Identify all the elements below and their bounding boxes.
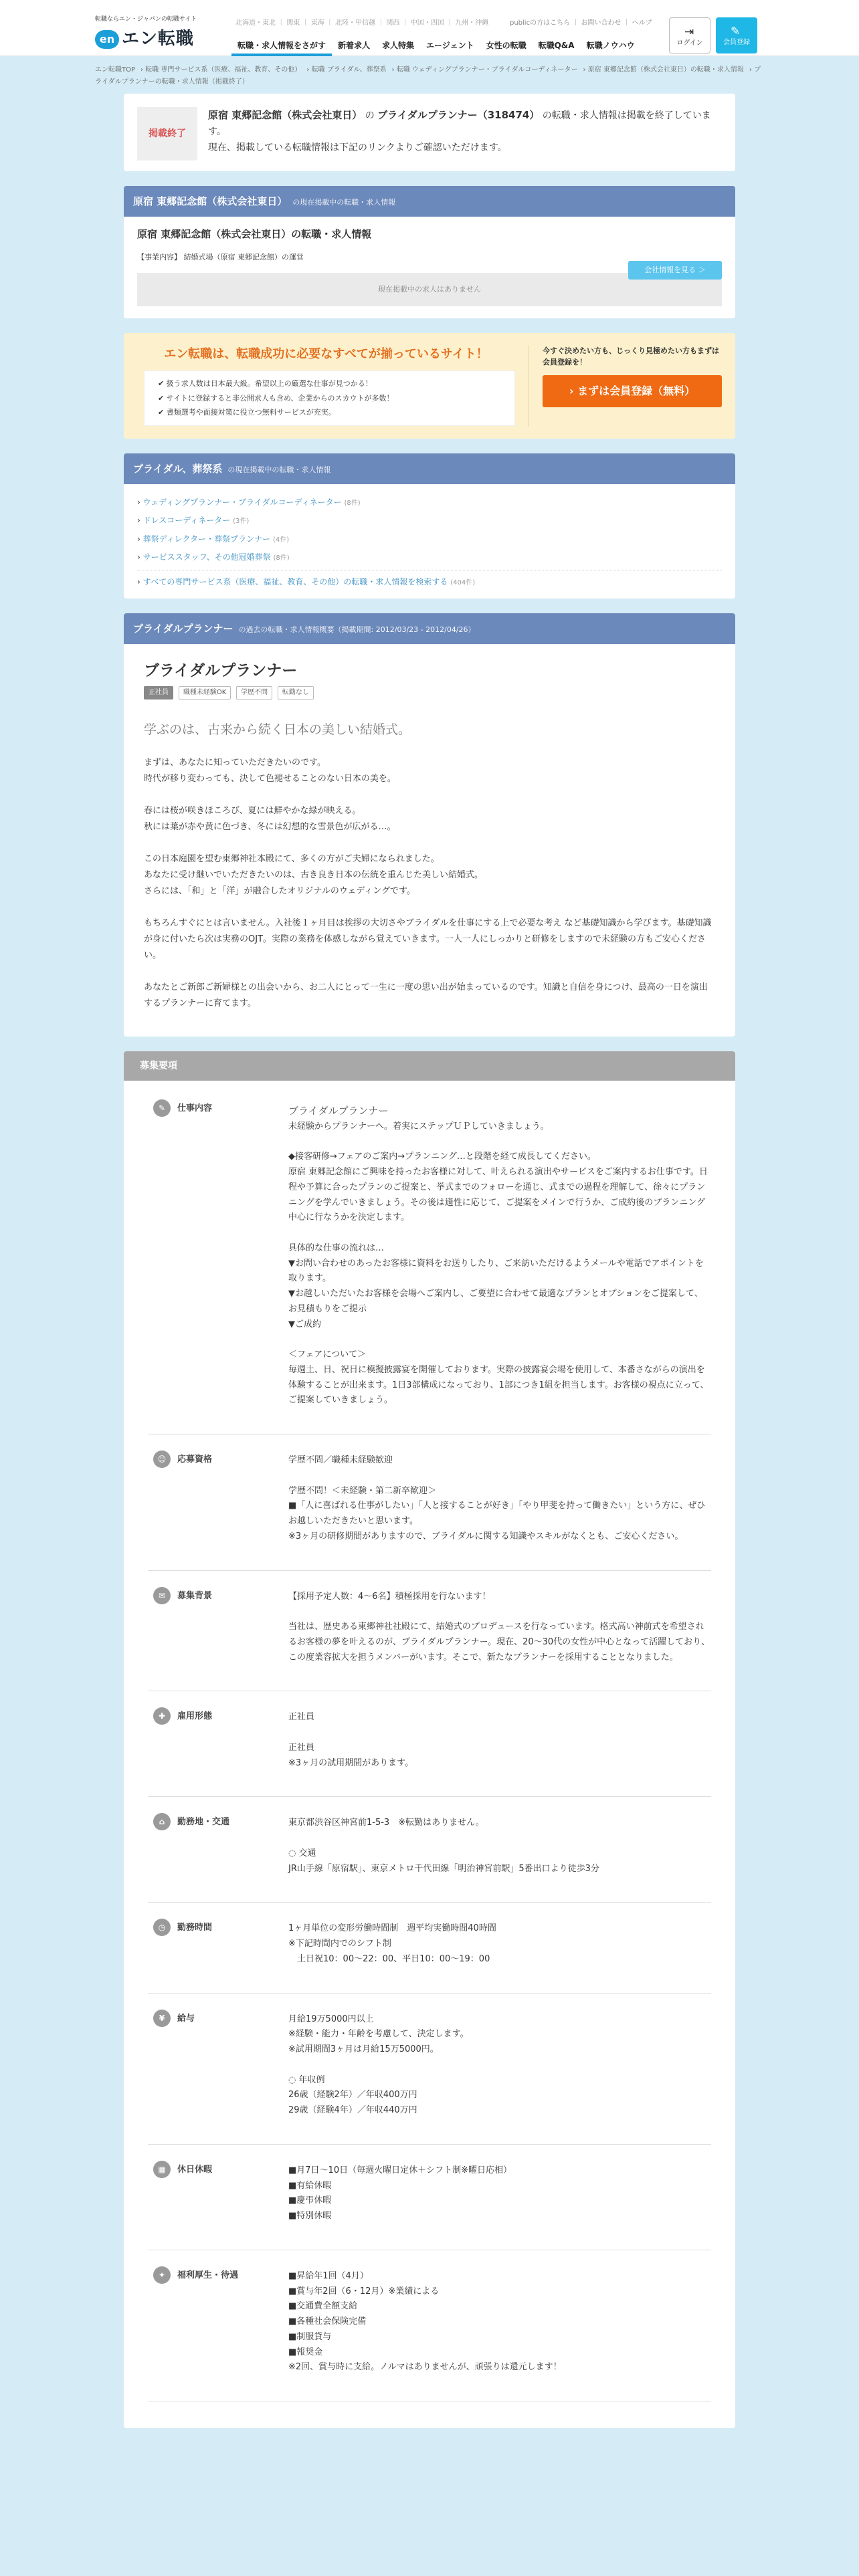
nav-search-jobs[interactable]: 転職・求人情報をさがす (231, 37, 332, 56)
job-summary-header (124, 613, 735, 644)
category-item[interactable]: › ドレスコーディネーター (3件) (137, 516, 250, 526)
id-card-icon: ✚ (153, 1707, 171, 1725)
requirement-label-text: 休日休暇 (177, 2164, 213, 2175)
ended-connector: の (365, 110, 375, 121)
requirement-text: 【採用予定人数：4～6名】積極採用を行ないます！ 当社は、歴史ある東郷神社社殿にて、結婚式のプロデュースを行なっています。格式高い神前式を希望されるお客様の夢を叶えるのが、ブライダルプランナー。現在、20～30代の女性が中心となって活躍しており、この度業容拡大を担うメンバーがいます。そこで、新たなプランナーを採用することとなりました。 (288, 1591, 710, 1662)
promo-item: ✔ サイトに登録すると非公開求人も含め、企業からのスカウトが多数！ (158, 393, 394, 403)
requirement-label (148, 2012, 288, 2119)
signup-promo (124, 333, 735, 439)
requirement-text: 月給19万5000円以上 ※経験・能力・年齢を考慮して、決定します。 ※試用期間3ヶ月は月給15万5000円。 ◌ 年収例 26歳（経験2年）／年収400万円 29歳（経験4年）／年収440万円 (288, 2014, 469, 2115)
requirement-label (148, 1710, 288, 1771)
requirement-row (148, 1903, 711, 1993)
breadcrumb-item[interactable]: 転職 ブライダル、葬祭系 (311, 66, 387, 74)
job-summary-title: ブライダルプランナー (133, 622, 233, 635)
requirement-row (148, 1994, 711, 2145)
requirement-label (148, 1453, 288, 1545)
promo-item: ✔ 扱う求人数は日本最大級。希望以上の厳選な仕事が見つかる！ (158, 379, 373, 389)
breadcrumb-item[interactable]: 転職 専門サービス系（医療、福祉、教育、その他） (145, 66, 302, 74)
ended-line2: 現在、掲載している転職情報は下記のリンクよりご確認いただけます。 (208, 142, 507, 153)
requirement-label-text: 仕事内容 (177, 1103, 213, 1113)
nav-new-jobs[interactable]: 新着求人 (338, 41, 371, 50)
requirement-content (288, 2269, 711, 2375)
requirement-text: ■昇給年1回（4月） ■賞与年2回（6・12月）※業績による ■交通費全額支給 ■各種社会保険完備 ■制服貸与 ■報奨金 ※2回、賞与時に支給。ノルマはありませんが、頑張りは還元します！ (288, 2270, 562, 2373)
requirement-row (148, 2145, 711, 2250)
promo-list (144, 370, 515, 425)
company-info-button[interactable]: 会社情報を見る ＞ (628, 261, 722, 280)
nav-women[interactable]: 女性の転職 (486, 41, 527, 50)
requirement-label-text: 応募資格 (177, 1455, 213, 1465)
requirement-label (148, 1102, 288, 1409)
job-summary (124, 613, 735, 1037)
ended-job: ブライダルプランナー (377, 109, 478, 121)
requirement-row (148, 1691, 711, 1797)
area-links[interactable]: 北海道・東北 ｜ 関東 ｜ 東海 ｜ 北陸・甲信越 ｜ 関西 ｜ 中国・四国 ｜ 九州・沖縄 (235, 19, 489, 27)
requirement-row (148, 1083, 711, 1435)
category-section (124, 453, 735, 599)
job-tag: 転勤なし (278, 686, 314, 700)
requirement-label (148, 1590, 288, 1666)
pencil-icon: ✎ (731, 25, 741, 38)
requirement-row (148, 2250, 711, 2401)
signup-cta-button[interactable]: › まずは会員登録（無料） (543, 375, 722, 407)
ended-company: 原宿 東郷記念館（株式会社東日） (208, 109, 363, 121)
job-tags (144, 685, 715, 700)
global-nav (231, 37, 641, 56)
header-utility-links[interactable]: publicの方はこちら ｜ お問い合わせ ｜ ヘルプ (510, 19, 652, 27)
benefits-icon: ✦ (153, 2266, 171, 2284)
nav-agent[interactable]: エージェント (426, 41, 474, 50)
requirement-content (288, 1453, 711, 1545)
breadcrumb: エン転職TOP › 転職 専門サービス系（医療、福祉、教育、その他） › 転職 ブライダル、葬祭系 › 転職 ウェディングプランナー・ブライダルコーディネーター › 原宿 東郷記念館（株式会社東日）の転職・求人情報 › ブライダルプランナーの転職・求人情報（掲載終了） (95, 66, 761, 86)
ended-badge: 掲載終了 (137, 107, 197, 160)
logo-text: エン転職 (122, 29, 195, 49)
breadcrumb-item[interactable]: 原宿 東郷記念館（株式会社東日）の転職・求人情報 (587, 66, 744, 74)
requirement-label-text: 勤務地・交通 (177, 1817, 230, 1828)
breadcrumb-current: ブライダルプランナーの転職・求人情報（掲載終了） (95, 66, 761, 86)
category-list (124, 484, 735, 599)
requirement-content (288, 2012, 711, 2119)
requirement-content (288, 1710, 711, 1771)
requirement-text: 正社員 正社員 ※3ヶ月の試用期間があります。 (288, 1712, 414, 1768)
login-button[interactable] (669, 17, 710, 53)
company-section-subtitle: の現在掲載中の転職・求人情報 (292, 198, 396, 207)
requirement-label-text: 雇用形態 (177, 1711, 213, 1722)
requirement-lead: ブライダルプランナー (288, 1104, 389, 1117)
requirements-section (124, 1051, 735, 2429)
building-icon: ⌂ (153, 1813, 171, 1830)
requirement-text: ■月7日～10日（毎週火曜日定休＋シフト制※曜日応相） ■有給休暇 ■慶弔休暇 ■特別休暇 (288, 2165, 512, 2221)
no-listings-message: 現在掲載中の求人はありません (137, 273, 722, 306)
promo-title: エン転職は、転職成功に必要なすべてが揃っているサイト！ (164, 346, 488, 361)
requirements-header: 募集要項 (124, 1051, 735, 1081)
requirement-content (288, 2163, 711, 2224)
company-section-header (124, 186, 735, 217)
ended-message (208, 107, 722, 158)
requirement-text: 未経験からプランナーへ。着実にステップＵＰしていきましょう。 ◆接客研修→フェアのご案内→プランニング…と段階を経て成長してください。 原宿 東郷記念館にご興味を持ったお客様に対して、叶えられる演出やサービスをご案内するお仕事です。日程や予算に合ったプランのご提案と、挙式までのフォローを通じ、式までの過程を理解して、徐々にプランニングを学んでいきましょう。その後は適性に応じて、ご提案をメインで行うか、ご成約後のプランニング中心に行なうかを決定します。 具体的な仕事の流れは… ▼お問い合わせのあったお客様に資料をお送りしたり、ご来訪いただけるようメールや電話でアポイントを取ります。 ▼お越しいただいたお客様を会場へご案内し、ご要望に合わせて最適なプランとオプションをご提案して、お見積もりをご提示 ▼ご成約 ＜フェアについて＞ 毎週土、日、祝日に模擬披露宴を開催しております。実際の披露宴会場を使用して、本番さながらの演出を体験することが出来ます。1日3部構成になっており、1部につき1組を担当します。お客様の視点に立って、ご提案していきましょう。 (288, 1121, 709, 1406)
requirement-text: 学歴不問／職種未経験歓迎 学歴不問！＜未経験・第二新卒歓迎＞ ■「人に喜ばれる仕事がしたい」「人と接することが好き」「やり甲斐を持って働きたい」という方に、ぜひお越しいただきたいと思います。 ※3ヶ月の研修期間がありますので、ブライダルに関する知識やスキルがなくとも、ご安心ください。 (288, 1455, 706, 1541)
breadcrumb-item[interactable]: 転職 ウェディングプランナー・ブライダルコーディネーター (396, 66, 578, 74)
login-label: ログイン (676, 39, 703, 47)
requirement-label (148, 1816, 288, 1876)
promo-right-text: 今すぐ決めたい方も、じっくり見極めたい方もまずは会員登録を！ (543, 346, 719, 367)
requirement-label (148, 1921, 288, 1967)
ended-line1: の転職・求人情報は掲載を終了しています。 (208, 110, 711, 137)
category-subtitle: の現在掲載中の転職・求人情報 (227, 465, 331, 474)
requirement-row (148, 1571, 711, 1692)
category-section-header (124, 453, 735, 484)
megaphone-icon: ✉ (153, 1587, 171, 1604)
company-name: 原宿 東郷記念館（株式会社東日）の転職・求人情報 (137, 228, 372, 240)
requirement-label (148, 2163, 288, 2224)
company-section-title: 原宿 東郷記念館（株式会社東日） (133, 195, 288, 207)
signup-label: 会員登録 (723, 39, 750, 46)
logo-tagline: 転職ならエン・ジャパンの転職サイト (95, 16, 197, 23)
job-title: ブライダルプランナー (144, 661, 298, 679)
category-item[interactable]: › サービススタッフ、その他冠婚葬祭 (8件) (137, 552, 290, 562)
requirement-content (288, 1102, 711, 1409)
requirement-content (288, 1590, 711, 1666)
clock-icon: ◷ (153, 1919, 171, 1936)
job-tag: 職種未経験OK (179, 686, 231, 700)
nav-features[interactable]: 求人特集 (382, 41, 415, 50)
category-title: ブライダル、葬祭系 (133, 462, 223, 475)
nav-qa[interactable]: 転職Q&A (538, 41, 575, 50)
requirement-label (148, 2269, 288, 2375)
requirement-row (148, 1797, 711, 1903)
listing-ended-notice (124, 94, 735, 171)
yen-icon: ¥ (153, 2010, 171, 2027)
requirement-label-text: 募集背景 (177, 1590, 213, 1601)
requirement-content (288, 1816, 711, 1876)
category-all-link[interactable]: › すべての専門サービス系（医療、福祉、教育、その他）の転職・求人情報を検索する (404件) (137, 570, 722, 592)
logo-mark: en (95, 30, 119, 49)
requirement-content (288, 1921, 711, 1967)
job-tag: 正社員 (144, 686, 173, 700)
requirements-body (124, 1081, 735, 2429)
requirement-label-text: 福利厚生・待遇 (177, 2270, 239, 2280)
company-business: 【事業内容】 結婚式場（原宿 東郷記念館）の運営 (137, 253, 304, 261)
main-content (124, 94, 735, 2428)
requirement-row (148, 1434, 711, 1571)
calendar-icon: ▦ (153, 2161, 171, 2178)
ended-job-id: （318474） (477, 109, 540, 121)
job-description: まずは、あなたに知っていただきたいのです。 時代が移り変わっても、決して色褪せることのない日本の美を。 春には桜が咲きほころび、夏には鮮やかな緑が映える。 秋には葉が赤や黄に色づき、冬には幻想的な雪景色が広がる…。 この日本庭園を望む東郷神社本殿にて、多くの方がご夫婦になられました。 あなたに受け継いでいただきたいのは、古き良き日本の伝統を重んじた美しい結婚式。 さらには、「和」と「洋」が融合したオリジナルのウェディングです。 もちろんすぐにとは言いません。入社後１ヶ月目は挨拶の大切さやブライダルを仕事にする上で必要な考え など基礎知識から学びます。基礎知識が身に付いたら次は実務のOJT。実際の業務を体感しながら覚えていきます。一人一人にしっかりと研修をしますので未経験の方もご安心ください。 あなたとご新郎ご新婦様との出会いから、お二人にとって一生に一度の思い出が始まっているのです。知識と自信を身につけ、最高の一日を演出するプランナーに育てます。 (144, 757, 712, 1009)
site-logo[interactable] (95, 25, 194, 53)
requirement-text: 東京都渋谷区神宮前1-5-3 ※転勤はありません。 ◌ 交通 JR山手線「原宿駅」、東京メトロ千代田線「明治神宮前駅」5番出口より徒歩3分 (288, 1818, 599, 1874)
job-tag: 学歴不問 (236, 686, 272, 700)
breadcrumb-item[interactable]: エン転職TOP (95, 66, 136, 74)
signup-button[interactable] (716, 17, 757, 53)
job-summary-period: の過去の転職・求人情報概要（掲載期間: 2012/03/23 - 2012/04/26） (238, 625, 476, 634)
job-catchphrase: 学ぶのは、古来から続く日本の美しい結婚式。 (144, 722, 411, 738)
requirement-label-text: 勤務時間 (177, 1923, 213, 1933)
login-icon: ⇥ (684, 25, 694, 39)
requirement-label-text: 給与 (177, 2013, 195, 2024)
category-item[interactable]: › 葬祭ディレクター・葬祭プランナー (4件) (137, 534, 290, 544)
briefcase-icon: ✎ (153, 1099, 171, 1117)
company-section (124, 186, 735, 318)
site-header (0, 0, 859, 56)
nav-knowhow[interactable]: 転職ノウハウ (586, 41, 635, 50)
promo-item: ✔ 書類選考や面接対策に役立つ無料サービスが充実。 (158, 408, 336, 417)
requirement-text: 1ヶ月単位の変形労働時間制 週平均実働時間40時間 ※下記時間内でのシフト制 土日祝10：00～22：00、平日10：00～19：00 (288, 1923, 496, 1964)
category-item[interactable]: › ウェディングプランナー・ブライダルコーディネーター (8件) (137, 497, 361, 507)
person-icon: ☺ (153, 1451, 171, 1468)
